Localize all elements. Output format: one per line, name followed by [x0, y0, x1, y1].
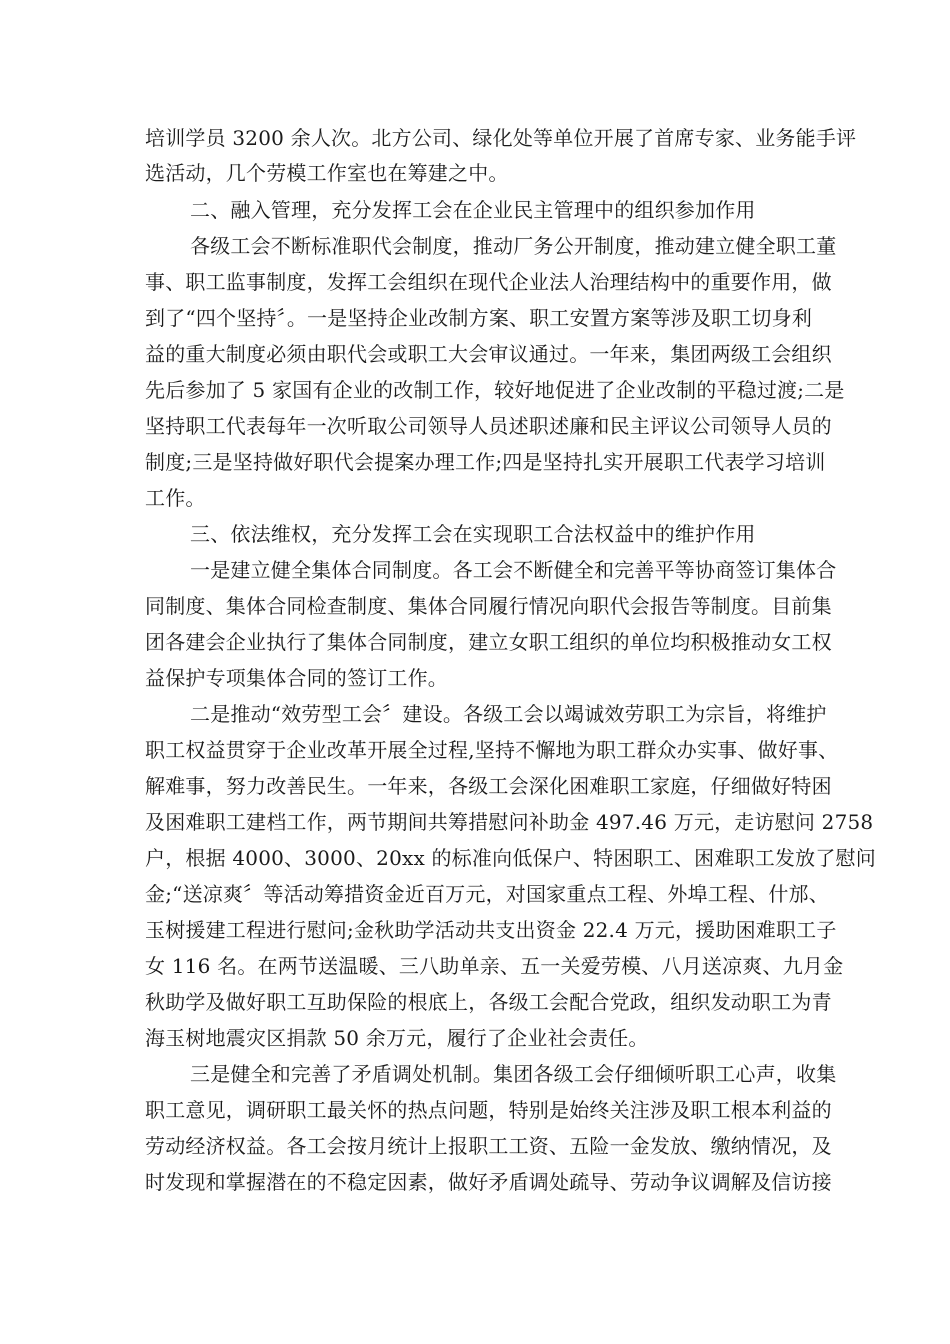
- text-line: 事、职工监事制度，发挥工会组织在现代企业法人治理结构中的重要作用，做: [145, 270, 832, 294]
- text-line: 工作。: [145, 486, 206, 510]
- text-line: 各级工会不断标准职代会制度，推动厂务公开制度，推动建立健全职工董: [190, 234, 837, 258]
- section-heading: 三、依法维权，充分发挥工会在实现职工合法权益中的维护作用: [190, 522, 756, 546]
- text-line: 秋助学及做好职工互助保险的根底上，各级工会配合党政，组织发动职工为青: [145, 990, 832, 1014]
- text-line: 海玉树地震灾区捐款 50 余万元，履行了企业社会责任。: [145, 1026, 649, 1050]
- text-line: 解难事，努力改善民生。一年来，各级工会深化困难职工家庭，仔细做好特困: [145, 774, 832, 798]
- text-line: 金;“送凉爽〞等活动筹措资金近百万元，对国家重点工程、外埠工程、什邡、: [145, 882, 829, 906]
- text-line: 三是健全和完善了矛盾调处机制。集团各级工会仔细倾听职工心声，收集: [190, 1062, 837, 1086]
- text-line: 时发现和掌握潜在的不稳定因素，做好矛盾调处疏导、劳动争议调解及信访接: [145, 1170, 832, 1194]
- text-line: 制度;三是坚持做好职代会提案办理工作;四是坚持扎实开展职工代表学习培训: [145, 450, 826, 474]
- text-line: 及困难职工建档工作，两节期间共筹措慰问补助金 497.46 万元，走访慰问 2758: [145, 810, 874, 834]
- text-line: 益保护专项集体合同的签订工作。: [145, 666, 448, 690]
- text-line: 先后参加了 5 家国有企业的改制工作，较好地促进了企业改制的平稳过渡;二是: [145, 378, 845, 402]
- text-line: 坚持职工代表每年一次听取公司领导人员述职述廉和民主评议公司领导人员的: [145, 414, 832, 438]
- text-line: 职工意见，调研职工最关怀的热点问题，特别是始终关注涉及职工根本利益的: [145, 1098, 832, 1122]
- text-line: 同制度、集体合同检查制度、集体合同履行情况向职代会报告等制度。目前集: [145, 594, 832, 618]
- section-heading: 二、融入管理，充分发挥工会在企业民主管理中的组织参加作用: [190, 198, 756, 222]
- text-line: 职工权益贯穿于企业改革开展全过程,坚持不懈地为职工群众办实事、做好事、: [145, 738, 839, 762]
- text-line: 户，根据 4000、3000、20xx 的标准向低保户、特困职工、困难职工发放了慰问: [145, 846, 876, 870]
- text-line: 益的重大制度必须由职代会或职工大会审议通过。一年来，集团两级工会组织: [145, 342, 832, 366]
- text-line: 劳动经济权益。各工会按月统计上报职工工资、五险一金发放、缴纳情况，及: [145, 1134, 832, 1158]
- text-line: 选活动，几个劳模工作室也在筹建之中。: [145, 161, 509, 185]
- text-line: 培训学员 3200 余人次。北方公司、绿化处等单位开展了首席专家、业务能手评: [145, 126, 857, 150]
- text-line: 二是推动“效劳型工会〞建设。各级工会以竭诚效劳职工为宗旨，将维护: [190, 702, 827, 726]
- text-line: 女 116 名。在两节送温暖、三八助单亲、五一关爱劳模、八月送凉爽、九月金: [145, 954, 844, 978]
- text-line: 团各建会企业执行了集体合同制度，建立女职工组织的单位均积极推动女工权: [145, 630, 832, 654]
- text-line: 玉树援建工程进行慰问;金秋助学活动共支出资金 22.4 万元，援助困难职工子: [145, 918, 837, 942]
- text-line: 到了“四个坚持〞。一是坚持企业改制方案、职工安置方案等涉及职工切身利: [145, 306, 813, 330]
- text-line: 一是建立健全集体合同制度。各工会不断健全和完善平等协商签订集体合: [190, 558, 837, 582]
